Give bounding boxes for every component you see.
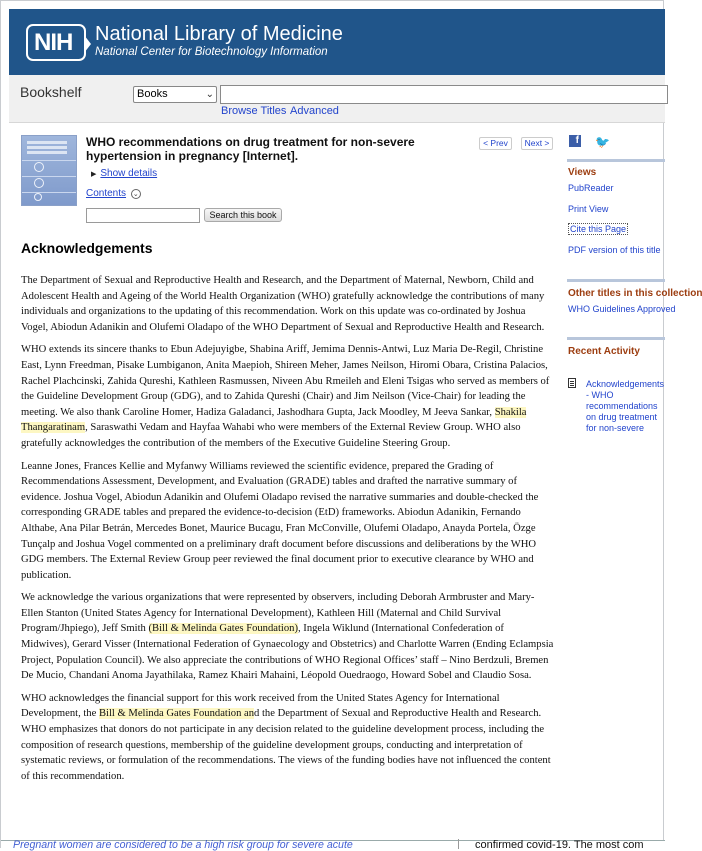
views-heading: Views <box>568 167 597 178</box>
show-details-toggle[interactable] <box>91 168 157 179</box>
facebook-icon[interactable]: f <box>569 135 581 147</box>
text-run: We acknowledge the various organizations that were represented by observers, including Deborah Armbruster and Mary-Ellen Stanton (United States Agency for International Development), Kathleen Hill (Maternal and Child Survival Program/Jhpiego), Jeff Smith <box>21 592 535 635</box>
chevron-down-icon: ⌄ <box>205 89 214 100</box>
recent-activity-item[interactable]: Acknowledgements - WHO recommendations on drug treatment for non-severe <box>586 379 665 433</box>
cover-band <box>22 160 76 161</box>
chevron-down-icon: ⌄ <box>131 189 141 199</box>
search-book-button[interactable]: Search this book <box>204 208 282 222</box>
sidebar-divider <box>567 159 665 162</box>
other-titles-heading: Other titles in this collection <box>568 288 702 299</box>
highlighted-text: Shakila Thangaratinam <box>21 406 527 434</box>
cover-title-lines <box>27 141 67 144</box>
book-cover[interactable] <box>21 135 77 206</box>
partial-text-right: confirmed covid-19. The most com <box>475 839 644 851</box>
triangle-right-icon: ▶ <box>91 171 97 178</box>
text-run: , Ingela Wiklund (International Confederation of Midwives), Gerard Visser (International Federation of Gynaecology and Obstetrics) and Charlotte Warren (Ending Eclampsia Project, Population Council). We also appreciate the contributions of WHO Regional Offices’ staff – Nino Berdzuli, Bremen De Mucio, Chandani Anoma Jayathilaka, Ramez Khairi Mahaini, Léopold Ouedraogo, Howard Sobel and Claudio Sosa. <box>21 623 554 682</box>
nih-logo-text: NIH <box>34 29 73 56</box>
cover-figure-icon <box>34 178 44 188</box>
text-run: WHO acknowledges the financial support for this work received from the United States Agency for International Development, the <box>21 692 500 720</box>
text-run: WHO extends its sincere thanks to Ebun Adejuyigbe, Shabina Ariff, Jemima Dennis-Antwi, Luz Maria De-Regil, Christine East, Lynn Freedman, Pisake Lumbiganon, Anita Maepioh, Shireen Meher, James Neilson, Hiromi Obara, Cristina Palacios, Rachel Plachcinski, Zahida Qureshi, Kathleen Rasmussen, Niveen Abu Rmeileh and Eleni Tsigas who served as members of the Guideline Development Group (GDG), and to Zahida Qureshi (Chair) and Jim Neilson (Vice-Chair) for leading the meeting. We also thank Caroline Homer, Hadiza Galadanci, Jashodhara Gupta, Jack Moodley, M Jeeva Sankar, <box>21 344 550 418</box>
highlighted-text: (Bill & Melinda Gates Foundation) <box>148 623 298 635</box>
column-divider <box>458 839 459 849</box>
paragraph <box>21 342 555 451</box>
cover-band <box>22 176 76 177</box>
database-select[interactable] <box>133 86 217 103</box>
prev-button[interactable]: < Prev <box>479 137 512 150</box>
bookshelf-label[interactable]: Bookshelf <box>20 84 82 100</box>
highlighted-text: Bill & Melinda Gates Foundation an <box>98 708 255 720</box>
site-title[interactable]: National Library of Medicine <box>95 23 343 45</box>
view-print-link[interactable]: Print View <box>568 204 609 214</box>
article-body <box>21 273 555 791</box>
sidebar-divider <box>567 279 665 282</box>
paragraph: Leanne Jones, Frances Kellie and Myfanwy Williams reviewed the scientific evidence, prepared the Grading of Recommendations Assessment, Development, and Evaluation (GRADE) tables and drafted the narrative summary of evidence. Joshua Vogel, Abiodun Adanikin and Olufemi Oladapo revised the narrative summaries and double-checked the corresponding GRADE tables and prepared the evidence-to-decision (EtD) frameworks. Abiodun Adanikin, Fernando Althabe, Ana Pilar Betrán, Mercedes Bonet, Maurice Bucagu, Fran McConville, Olufemi Oladapo, Anayda Portela, Özge Tunçalp and Joshua Vogel commented on a preliminary draft document before discussions and deliberations by the WHO GDG members. The External Review Group peer reviewed the final document prior to executive clearance by WHO and publication. <box>21 460 539 581</box>
site-subtitle: National Center for Biotechnology Information <box>95 46 328 58</box>
nih-logo[interactable] <box>26 24 86 61</box>
advanced-search-link[interactable]: Advanced <box>290 105 339 117</box>
text-run: , Saraswathi Vedam and Hayfaa Wahabi who were members of the External Review Group. WHO also gratefully acknowledges the contribution of the members of the Executive Guideline Steering Group. <box>21 422 521 449</box>
book-search-input[interactable] <box>86 208 200 223</box>
contents-toggle[interactable] <box>86 188 141 199</box>
document-icon <box>568 378 576 388</box>
cover-figure-icon <box>34 162 44 172</box>
book-title: WHO recommendations on drug treatment for non-severe hypertension in pregnancy [Internet]. <box>86 135 415 163</box>
other-title-link[interactable]: WHO Guidelines Approved <box>568 304 676 314</box>
cover-figure-icon <box>34 193 42 201</box>
section-heading: Acknowledgements <box>21 240 153 256</box>
partial-text-left: Pregnant women are considered to be a high risk group for severe acute <box>13 839 353 851</box>
sidebar-divider <box>567 337 665 340</box>
logo-arrow-icon <box>84 35 91 53</box>
browse-titles-link[interactable]: Browse Titles <box>221 105 287 117</box>
site-header <box>9 9 665 75</box>
recent-activity-heading: Recent Activity <box>568 346 640 357</box>
cite-page-link[interactable] <box>568 224 628 234</box>
paragraph: The Department of Sexual and Reproductive Health and Research, and the Department of Maternal, Newborn, Child and Adolescent Health and Ageing of the World Health Organization (WHO) gratefully acknowledge the contributions of many individuals and organizations to the updating of this recommendation. Work on this update was co-ordinated by Joshua Vogel, Abiodun Adanikin and Olufemi Oladapo of the WHO Department of Sexual and Reproductive Health and Research. <box>21 275 545 333</box>
show-details-label: Show details <box>100 168 158 179</box>
twitter-icon[interactable]: 🐦 <box>595 135 610 149</box>
text-run: d the Department of Sexual and Reproductive Health and Research. WHO emphasizes that donors do not participate in any decision related to the guideline development process, including the composition of research questions, membership of the guideline development groups, conducting and interpretation of systematic reviews, or formulation of the recommendations. The views of the funding bodies have not influenced the content of this recommendation. <box>21 708 551 782</box>
paragraph <box>21 590 555 684</box>
search-bar <box>9 75 665 123</box>
cite-page-label: Cite this Page <box>570 224 627 234</box>
search-input[interactable] <box>220 85 668 104</box>
pdf-version-link[interactable]: PDF version of this title <box>568 245 661 255</box>
cover-band <box>22 192 76 193</box>
database-select-value: Books <box>137 88 168 100</box>
next-button[interactable]: Next > <box>521 137 553 150</box>
view-pubreader-link[interactable]: PubReader <box>568 183 614 193</box>
paragraph <box>21 691 555 785</box>
contents-label: Contents <box>86 188 127 199</box>
